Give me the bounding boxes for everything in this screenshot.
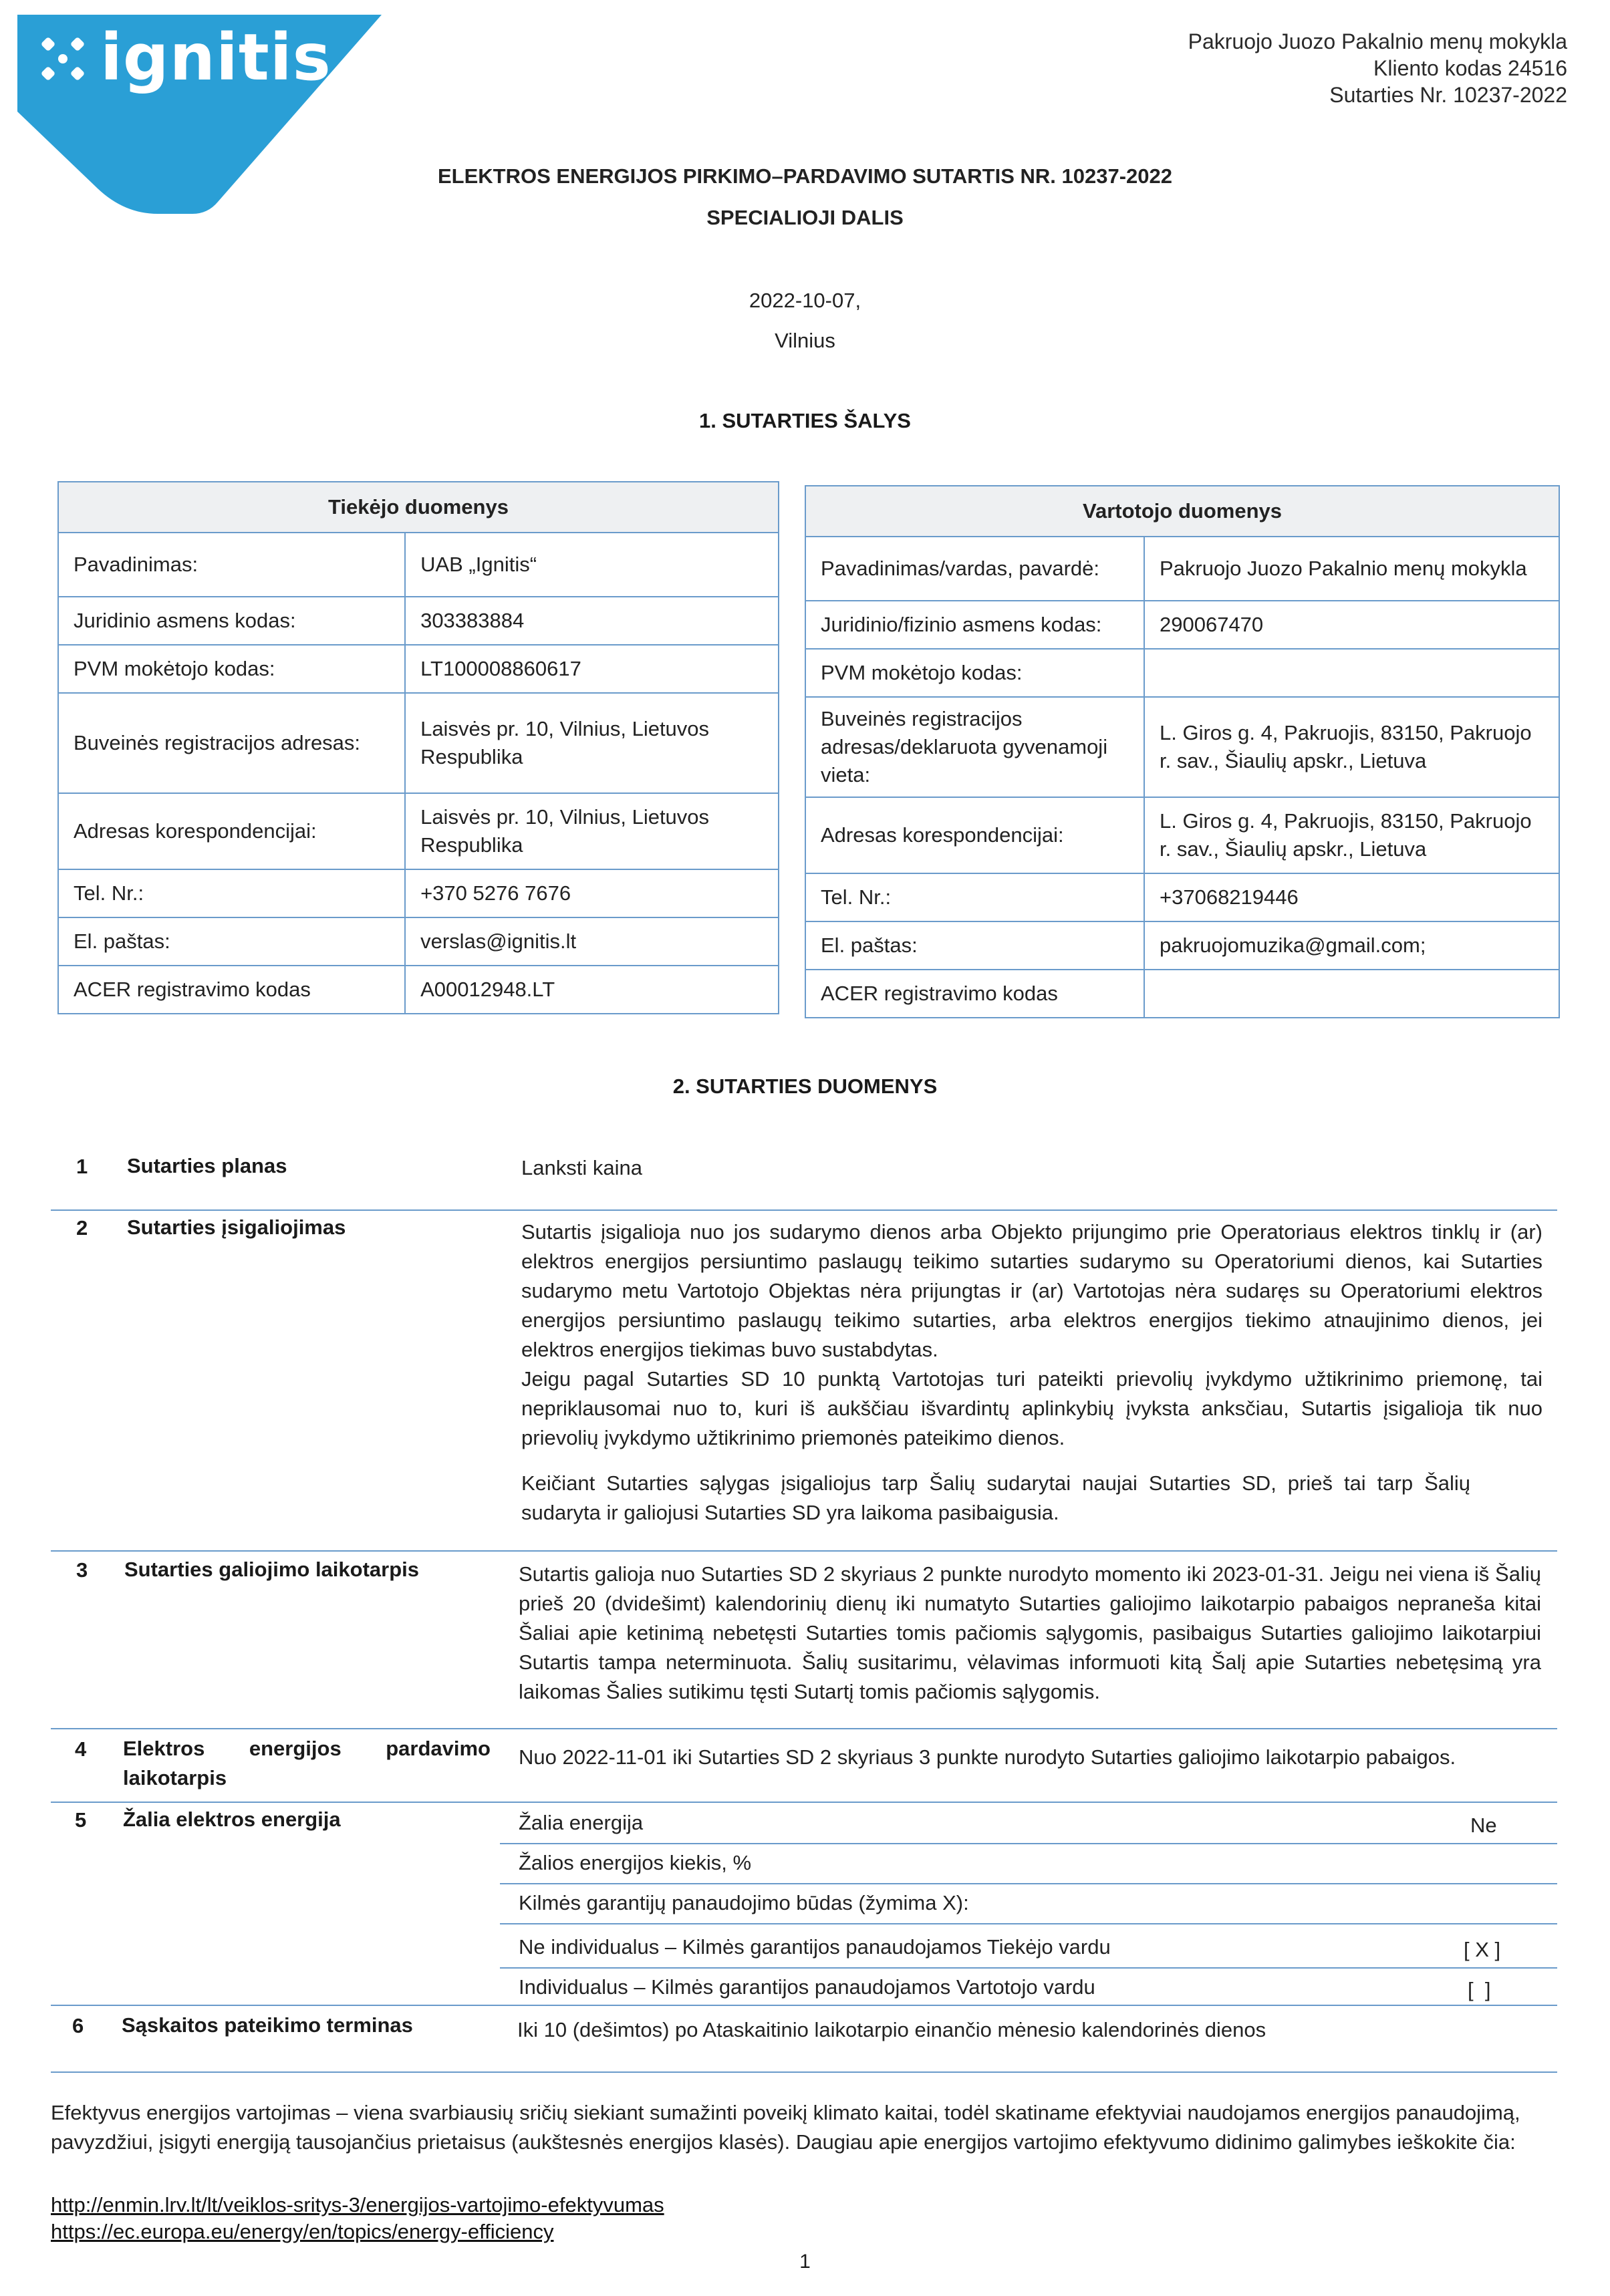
- consumer-label: Tel. Nr.:: [805, 873, 1144, 921]
- supplier-value: A00012948.LT: [405, 966, 779, 1014]
- row-divider: [51, 2005, 1557, 2006]
- row-number: 5: [75, 1808, 87, 1832]
- row-label-effect: Sutarties įsigaliojimas: [127, 1215, 346, 1239]
- row-number: 6: [72, 2014, 84, 2037]
- supplier-value: UAB „Ignitis“: [405, 533, 779, 597]
- supplier-label: PVM mokėtojo kodas:: [58, 645, 405, 693]
- supplier-value: 303383884: [405, 597, 779, 645]
- client-header: [1188, 28, 1567, 108]
- supplier-heading: Tiekėjo duomenys: [58, 482, 779, 533]
- consumer-label: Pavadinimas/vardas, pavardė:: [805, 537, 1144, 601]
- row-label-validity: Sutarties galiojimo laikotarpis: [124, 1558, 420, 1581]
- green-amount-label: Žalios energijos kiekis, %: [519, 1851, 752, 1874]
- page-number: 1: [799, 2251, 811, 2273]
- section-1-title: 1. SUTARTIES ŠALYS: [699, 409, 911, 432]
- row-divider: [51, 1550, 1557, 1552]
- green-energy-value: Ne: [1470, 1814, 1497, 1837]
- row-number: 1: [76, 1155, 88, 1178]
- row-label-invoice-term: Sąskaitos pateikimo terminas: [122, 2013, 413, 2037]
- supplier-label: ACER registravimo kodas: [58, 966, 405, 1014]
- consumer-value: Pakruojo Juozo Pakalnio menų mokykla: [1144, 537, 1559, 601]
- consumer-label: Buveinės registracijos adresas/deklaruota gyvenamoji vieta:: [805, 697, 1144, 797]
- row-divider: [500, 1883, 1557, 1884]
- consumer-label: Juridinio/fizinio asmens kodas:: [805, 601, 1144, 649]
- consumer-heading: Vartotojo duomenys: [805, 486, 1559, 537]
- supplier-label: Juridinio asmens kodas:: [58, 597, 405, 645]
- supplier-value: Laisvės pr. 10, Vilnius, Lietuvos Respublika: [405, 693, 779, 793]
- supplier-label: Buveinės registracijos adresas:: [58, 693, 405, 793]
- row-label-sale-period-line2: laikotarpis: [123, 1766, 227, 1789]
- guarantee-option-consumer-mark: [ ]: [1468, 1978, 1491, 2001]
- supplier-label: Tel. Nr.:: [58, 869, 405, 917]
- row-divider: [51, 1802, 1557, 1803]
- consumer-table: [805, 485, 1560, 1018]
- row-divider: [51, 2071, 1557, 2073]
- green-energy-label: Žalia energija: [519, 1811, 644, 1834]
- supplier-label: El. paštas:: [58, 917, 405, 966]
- supplier-value: LT100008860617: [405, 645, 779, 693]
- row-value-effect-p2: Jeigu pagal Sutarties SD 10 punktą Vartotojas turi pateikti prievolių įvykdymo užtikrinimo priemonę, tai nepriklausomai nuo to, kuri iš aukščiau išvardintų aplinkybių įvyksta anksčiau, Sutartis įsigalioja tik nuo prievolių įvykdymo užtikrinimo priemonės pateikimo dienos.: [521, 1367, 1542, 1449]
- consumer-label: El. paštas:: [805, 921, 1144, 970]
- efficiency-note: Efektyvus energijos vartojimas – viena svarbiausių sričių siekiant sumažinti poveikį klimato kaitai, todėl skatiname efektyviai naudojamos energijos panaudojimą, pavyzdžiui, įsigyti energiją tausojančius prietaisus (aukštesnės energijos klasės). Daugiau apie energijos vartojimo efektyvumo didinimo galimybes ieškokite čia:: [51, 2101, 1520, 2154]
- client-code: Kliento kodas 24516: [1373, 56, 1567, 80]
- ignitis-logo-mark-icon: [37, 33, 88, 84]
- consumer-value: L. Giros g. 4, Pakruojis, 83150, Pakruojo r. sav., Šiaulių apskr., Lietuva: [1144, 797, 1559, 873]
- row-divider: [51, 1209, 1557, 1211]
- row-value-invoice-term: Iki 10 (dešimtos) po Ataskaitinio laikotarpio einančio mėnesio kalendorinės dienos: [517, 2018, 1266, 2041]
- supplier-label: Adresas korespondencijai:: [58, 793, 405, 869]
- row-divider: [500, 1843, 1557, 1844]
- document-title: ELEKTROS ENERGIJOS PIRKIMO–PARDAVIMO SUTARTIS NR. 10237-2022: [437, 164, 1173, 188]
- supplier-value: Laisvės pr. 10, Vilnius, Lietuvos Respublika: [405, 793, 779, 869]
- client-name: Pakruojo Juozo Pakalnio menų mokykla: [1188, 29, 1567, 53]
- supplier-value: verslas@ignitis.lt: [405, 917, 779, 966]
- row-value-effect-p1: Sutartis įsigalioja nuo jos sudarymo dienos arba Objekto prijungimo prie Operatoriaus elektros tinklų ir (ar) elektros energijos persiuntimo paslaugų teikimo sutarties sudarymo su Operatoriumi dienos, kai Sutarties sudarymo metu Vartotojo Objektas nėra prijungtas ir (ar) Vartotojas nėra sudaręs su Operatoriumi elektros energijos persiuntimo paslaugų teikimo sutarties, arba elektros energijos tiekimo atnaujinimo dienos, jei elektros energijos tiekimas buvo sustabdytas.: [521, 1220, 1542, 1361]
- row-label-sale-period-line1: Elektros energijos pardavimo: [123, 1737, 491, 1760]
- consumer-value: +37068219446: [1144, 873, 1559, 921]
- row-value-sale-period: Nuo 2022-11-01 iki Sutarties SD 2 skyriaus 3 punkte nurodyto Sutarties galiojimo laikotarpio pabaigos.: [519, 1745, 1456, 1769]
- consumer-value: [1144, 649, 1559, 697]
- row-divider: [51, 1728, 1557, 1729]
- consumer-value: L. Giros g. 4, Pakruojis, 83150, Pakruojo r. sav., Šiaulių apskr., Lietuva: [1144, 697, 1559, 797]
- consumer-value: pakruojomuzika@gmail.com;: [1144, 921, 1559, 970]
- row-label-green: Žalia elektros energija: [123, 1808, 341, 1831]
- contract-number: Sutarties Nr. 10237-2022: [1329, 83, 1567, 107]
- energy-ministry-link[interactable]: http://enmin.lrv.lt/lt/veiklos-sritys-3/energijos-vartojimo-efektyvumas: [51, 2193, 664, 2216]
- row-value-plan: Lanksti kaina: [521, 1156, 642, 1179]
- guarantee-option-supplier-mark: [ X ]: [1464, 1938, 1501, 1961]
- guarantee-option-supplier: Ne individualus – Kilmės garantijos panaudojamos Tiekėjo vardu: [519, 1935, 1111, 1959]
- logo-wordmark: ignitis: [100, 20, 331, 95]
- supplier-value: +370 5276 7676: [405, 869, 779, 917]
- section-2-title: 2. SUTARTIES DUOMENYS: [672, 1074, 938, 1098]
- consumer-label: PVM mokėtojo kodas:: [805, 649, 1144, 697]
- guarantee-method-label: Kilmės garantijų panaudojimo būdas (žymima X):: [519, 1891, 969, 1914]
- document-date: 2022-10-07,: [749, 289, 861, 312]
- row-number: 3: [76, 1558, 88, 1582]
- guarantee-option-consumer: Individualus – Kilmės garantijos panaudojamos Vartotojo vardu: [519, 1975, 1095, 1999]
- consumer-label: ACER registravimo kodas: [805, 970, 1144, 1018]
- supplier-table: [57, 481, 779, 1014]
- row-value-validity: Sutartis galioja nuo Sutarties SD 2 skyriaus 2 punkte nurodyto momento iki 2023-01-31. Jeigu nei viena iš Šalių prieš 20 (dvidešimt) kalendorinių dienų iki numatyto Sutarties galiojimo laikotarpio pabaigos nepraneša kitai Šaliai apie ketinimą nebetęsti Sutarties tomis pačiomis sąlygomis, pasibaigus Sutarties galiojimo laikotarpiui Sutartis tampa neterminuota. Šalių susitarimu, vėlavimas informuoti kitą Šalį apie Sutarties nebetęsimą yra laikomas Šalies sutikimu tęsti Sutartį tomis pačiomis sąlygomis.: [519, 1562, 1541, 1703]
- row-divider: [500, 1923, 1557, 1924]
- eu-energy-efficiency-link[interactable]: https://ec.europa.eu/energy/en/topics/energy-efficiency: [51, 2220, 554, 2243]
- document-city: Vilnius: [775, 329, 835, 352]
- row-number: 4: [75, 1737, 87, 1761]
- row-value-effect-p3: Keičiant Sutarties sąlygas įsigaliojus tarp Šalių sudarytai naujai Sutarties SD, prieš tai tarp Šalių sudaryta ir galiojusi Sutarties SD yra laikoma pasibaigusia.: [521, 1471, 1470, 1524]
- consumer-value: [1144, 970, 1559, 1018]
- consumer-value: 290067470: [1144, 601, 1559, 649]
- row-number: 2: [76, 1216, 88, 1240]
- document-subtitle: SPECIALIOJI DALIS: [706, 206, 904, 229]
- supplier-label: Pavadinimas:: [58, 533, 405, 597]
- consumer-label: Adresas korespondencijai:: [805, 797, 1144, 873]
- row-divider: [500, 1967, 1557, 1969]
- row-label-plan: Sutarties planas: [127, 1154, 287, 1177]
